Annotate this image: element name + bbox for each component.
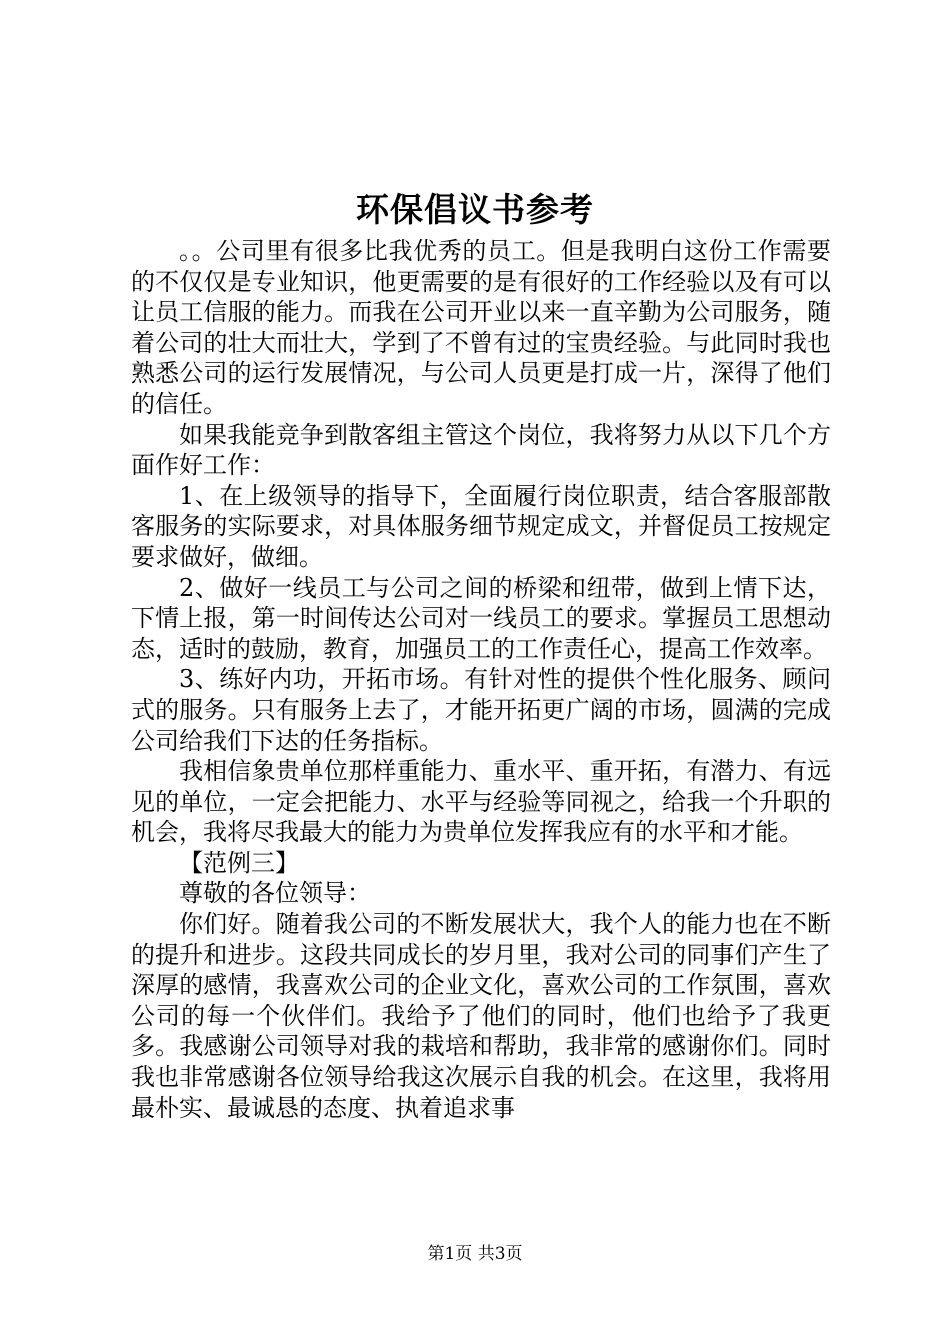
paragraph-5: 3、练好内功，开拓市场。有针对性的提供个性化服务、顾问式的服务。只有服务上去了，才能开拓更广阔的市场，圆满的完成公司给我们下达的任务指标。 — [131, 665, 831, 755]
document-title: 环保倡议书参考 — [356, 190, 594, 229]
paragraph-2: 如果我能竞争到散客组主管这个岗位，我将努力从以下几个方面作好工作： — [131, 420, 831, 480]
section-heading: 【范例三】 — [179, 848, 299, 877]
paragraph-6: 我相信象贵单位那样重能力、重水平、重开拓，有潜力、有远见的单位，一定会把能力、水平与经验等同视之，给我一个升职的机会，我将尽我最大的能力为贵单位发挥我应有的水平和才能。 — [131, 757, 831, 847]
paragraph-7: 你们好。随着我公司的不断发展状大，我个人的能力也在不断的提升和进步。这段共同成长的岁月里，我对公司的同事们产生了深厚的感情，我喜欢公司的企业文化，喜欢公司的工作氛围，喜欢公司的每一个伙伴们。我给予了他们的同时，他们也给予了我更多。我感谢公司领导对我的栽培和帮助，我非常的感谢你们。同时我也非常感谢各位领导给我这次展示自我的机会。在这里，我将用最朴实、最诚恳的态度、执着追求事 — [131, 910, 831, 1122]
paragraph-1: 。。公司里有很多比我优秀的员工。但是我明白这份工作需要的不仅仅是专业知识，他更需要的是有很好的工作经验以及有可以让员工信服的能力。而我在公司开业以来一直辛勤为公司服务，随着公司的壮大而壮大，学到了不曾有过的宝贵经验。与此同时我也熟悉公司的运行发展情况，与公司人员更是打成一片，深得了他们的信任。 — [131, 237, 831, 418]
salutation: 尊敬的各位领导： — [179, 879, 371, 908]
paragraph-4: 2、做好一线员工与公司之间的桥梁和纽带，做到上情下达，下情上报，第一时间传达公司对一线员工的要求。掌握员工思想动态，适时的鼓励，教育，加强员工的工作责任心，提高工作效率。 — [131, 573, 831, 663]
page-footer: 第1页 共3页 — [427, 1244, 523, 1264]
paragraph-3: 1、在上级领导的指导下，全面履行岗位职责，结合客服部散客服务的实际要求，对具体服务细节规定成文，并督促员工按规定要求做好，做细。 — [131, 481, 831, 571]
document-body — [131, 236, 831, 1123]
